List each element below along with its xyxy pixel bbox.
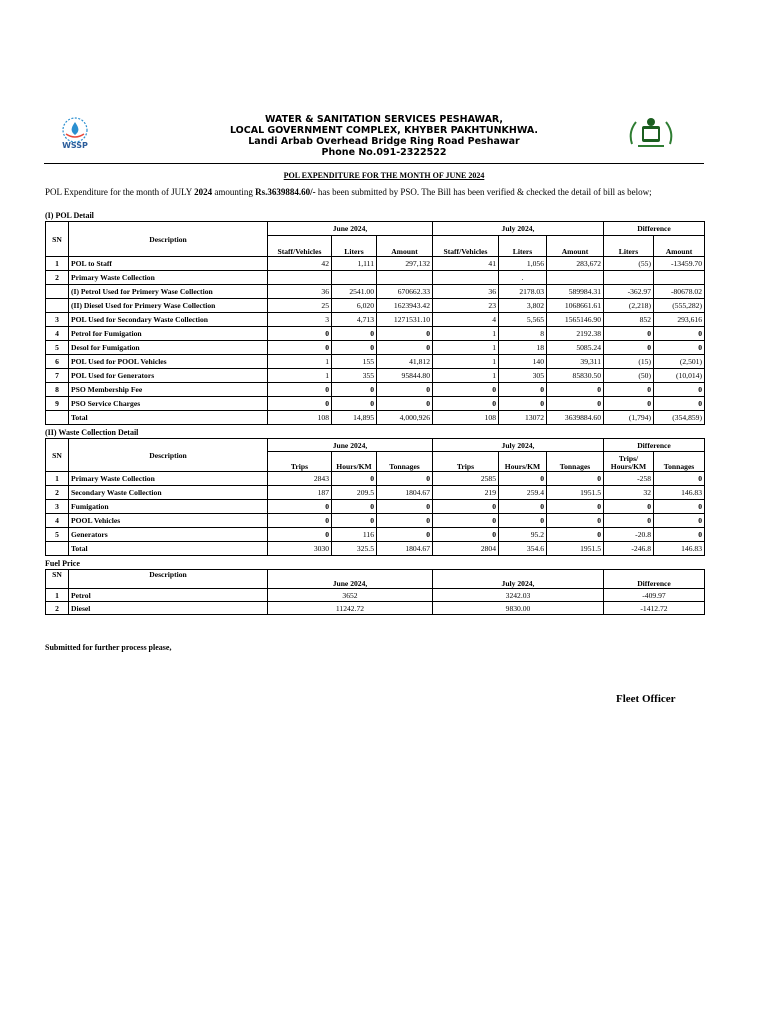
waste-collection-table — [45, 438, 705, 556]
row-value: -13459.70 — [654, 257, 705, 271]
fuel-section-label: Fuel Price — [45, 559, 80, 568]
col-difference: Difference — [604, 570, 705, 589]
table-row — [46, 383, 705, 397]
row-description: Petrol — [69, 589, 268, 602]
row-value: 0 — [332, 397, 377, 411]
row-sn: 1 — [46, 472, 69, 486]
row-sn — [46, 411, 69, 425]
row-sn — [46, 285, 69, 299]
row-value: (10,014) — [654, 369, 705, 383]
col-june: June 2024, — [268, 222, 433, 236]
row-value: 1951.5 — [547, 542, 604, 556]
row-value: 0 — [654, 341, 705, 355]
col-amount: Amount — [547, 236, 604, 257]
row-value — [268, 271, 332, 285]
table-row — [46, 602, 705, 615]
row-value: 23 — [433, 299, 499, 313]
table-row — [46, 528, 705, 542]
row-value: 589984.31 — [547, 285, 604, 299]
row-value: 0 — [499, 500, 547, 514]
row-description: Fumigation — [69, 500, 268, 514]
row-value: 0 — [377, 500, 433, 514]
row-value: 209.5 — [332, 486, 377, 500]
col-june: June 2024, — [268, 439, 433, 452]
row-sn: 3 — [46, 313, 69, 327]
intro-paragraph — [45, 187, 705, 197]
row-value: 0 — [604, 397, 654, 411]
table-row — [46, 411, 705, 425]
row-value: 0 — [332, 472, 377, 486]
row-value: 108 — [268, 411, 332, 425]
col-june: June 2024, — [268, 570, 433, 589]
row-value: 0 — [268, 383, 332, 397]
col-july: July 2024, — [433, 222, 604, 236]
row-value: 1623943.42 — [377, 299, 433, 313]
row-value: 4,000,926 — [377, 411, 433, 425]
row-value: (1,794) — [604, 411, 654, 425]
row-value: 0 — [654, 383, 705, 397]
row-value: 41,812 — [377, 355, 433, 369]
row-value: 0 — [377, 327, 433, 341]
row-value: 1951.5 — [547, 486, 604, 500]
table-row — [46, 285, 705, 299]
row-value: 0 — [332, 327, 377, 341]
row-value — [377, 271, 433, 285]
row-value: 1 — [433, 341, 499, 355]
col-sn: SN — [46, 570, 69, 589]
row-value: 2843 — [268, 472, 332, 486]
row-description: POL to Staff — [69, 257, 268, 271]
row-value: (50) — [604, 369, 654, 383]
row-value: 1 — [433, 327, 499, 341]
row-value: 146.83 — [654, 486, 705, 500]
row-value: 187 — [268, 486, 332, 500]
row-value: 0 — [547, 397, 604, 411]
row-description: (I) Petrol Used for Primery Wase Collection — [69, 285, 268, 299]
row-value: -1412.72 — [604, 602, 705, 615]
row-value: 5085.24 — [547, 341, 604, 355]
row-value: 0 — [332, 341, 377, 355]
col-description: Description — [69, 570, 268, 589]
row-value: . — [499, 271, 547, 285]
row-value: 2541.00 — [332, 285, 377, 299]
logo-text: WSSP — [62, 141, 88, 150]
row-value: 355 — [332, 369, 377, 383]
row-value: 2192.38 — [547, 327, 604, 341]
row-value — [604, 271, 654, 285]
row-value: (2,501) — [654, 355, 705, 369]
table-row — [46, 369, 705, 383]
row-value: 3652 — [268, 589, 433, 602]
row-value: 0 — [604, 327, 654, 341]
row-value: 5,565 — [499, 313, 547, 327]
row-value: 18 — [499, 341, 547, 355]
table-row — [46, 299, 705, 313]
row-value: 11242.72 — [268, 602, 433, 615]
row-value: 0 — [332, 383, 377, 397]
row-sn: 2 — [46, 602, 69, 615]
row-value: 155 — [332, 355, 377, 369]
row-value: 39,311 — [547, 355, 604, 369]
row-value — [654, 271, 705, 285]
row-value: 3,802 — [499, 299, 547, 313]
row-value: 0 — [604, 383, 654, 397]
col-liters: Liters — [332, 236, 377, 257]
row-value: 0 — [377, 472, 433, 486]
row-value: 0 — [377, 528, 433, 542]
row-value: 670662.33 — [377, 285, 433, 299]
org-name: WATER & SANITATION SERVICES PESHAWAR, — [264, 114, 504, 125]
table-row — [46, 327, 705, 341]
intro-part1: POL Expenditure for the month of JULY — [45, 187, 195, 197]
row-value: -362.97 — [604, 285, 654, 299]
table-row — [46, 397, 705, 411]
row-value: (354,859) — [654, 411, 705, 425]
row-value: 0 — [377, 514, 433, 528]
row-value: 6,020 — [332, 299, 377, 313]
row-sn: 3 — [46, 500, 69, 514]
col-amount: Amount — [654, 236, 705, 257]
row-value: 1,111 — [332, 257, 377, 271]
row-value: 0 — [547, 528, 604, 542]
row-sn: 2 — [46, 486, 69, 500]
letterhead — [0, 114, 768, 158]
row-value: 0 — [547, 383, 604, 397]
table-row — [46, 589, 705, 602]
row-value: 0 — [499, 514, 547, 528]
row-description: PSO Membership Fee — [69, 383, 268, 397]
row-value: 0 — [433, 528, 499, 542]
row-value: 3 — [268, 313, 332, 327]
row-description: POL Used for Generators — [69, 369, 268, 383]
row-value: 0 — [547, 514, 604, 528]
row-value: -409.97 — [604, 589, 705, 602]
row-value: 42 — [268, 257, 332, 271]
row-value: 36 — [433, 285, 499, 299]
row-value: 0 — [433, 383, 499, 397]
waste-section-label: (II) Waste Collection Detail — [45, 428, 139, 437]
row-value: 297,132 — [377, 257, 433, 271]
header-divider — [44, 163, 704, 164]
row-sn — [46, 542, 69, 556]
row-value: 32 — [604, 486, 654, 500]
row-value: 283,672 — [547, 257, 604, 271]
row-value: 0 — [499, 383, 547, 397]
table-row — [46, 313, 705, 327]
row-value: 0 — [654, 472, 705, 486]
row-value: 0 — [654, 528, 705, 542]
row-description: Generators — [69, 528, 268, 542]
row-value: 0 — [547, 500, 604, 514]
row-value: 85830.50 — [547, 369, 604, 383]
col-description: Description — [69, 222, 268, 257]
col-trips-hours: Trips/ Hours/KM — [604, 452, 654, 472]
row-value: 0 — [433, 500, 499, 514]
row-value: 2178.03 — [499, 285, 547, 299]
row-value: 36 — [268, 285, 332, 299]
col-difference: Difference — [604, 439, 705, 452]
table-row — [46, 472, 705, 486]
row-value: 140 — [499, 355, 547, 369]
intro-year: 2024 — [194, 187, 213, 197]
col-staff: Staff/Vehicles — [268, 236, 332, 257]
row-value: (15) — [604, 355, 654, 369]
row-value: 0 — [332, 500, 377, 514]
row-value — [433, 271, 499, 285]
address: Landi Arbab Overhead Bridge Ring Road Peshawar — [248, 136, 520, 147]
intro-part3: has been submitted by PSO. The Bill has been verified & checked the detail of bill as below; — [315, 187, 652, 197]
row-value: 3639884.60 — [547, 411, 604, 425]
row-description: Diesel — [69, 602, 268, 615]
page-title: POL EXPENDITURE FOR THE MONTH OF JUNE 2024 — [283, 171, 485, 180]
row-description: Desol for Fumigation — [69, 341, 268, 355]
row-description: Total — [69, 542, 268, 556]
row-value: 0 — [377, 341, 433, 355]
col-staff: Staff/Vehicles — [433, 236, 499, 257]
row-value: 0 — [433, 514, 499, 528]
row-value: 0 — [268, 397, 332, 411]
table-row — [46, 514, 705, 528]
row-value: -80678.02 — [654, 285, 705, 299]
row-value: 0 — [268, 341, 332, 355]
row-value: 95844.80 — [377, 369, 433, 383]
fuel-price-table — [45, 569, 705, 615]
complex-name: LOCAL GOVERNMENT COMPLEX, KHYBER PAKHTUNKHWA. — [229, 125, 539, 136]
row-value: 0 — [654, 327, 705, 341]
row-description: POOL Vehicles — [69, 514, 268, 528]
row-value: 3242.03 — [433, 589, 604, 602]
row-description: Petrol for Fumigation — [69, 327, 268, 341]
row-value: 0 — [604, 514, 654, 528]
col-difference: Difference — [604, 222, 705, 236]
table-row — [46, 257, 705, 271]
row-value: 1 — [268, 369, 332, 383]
row-value: 0 — [332, 514, 377, 528]
phone: Phone No.091-2322522 — [321, 147, 447, 158]
row-value: 305 — [499, 369, 547, 383]
row-value: 0 — [268, 514, 332, 528]
row-description: POL Used for POOL Vehicles — [69, 355, 268, 369]
row-value: (55) — [604, 257, 654, 271]
col-description: Description — [69, 439, 268, 472]
row-value: 325.5 — [332, 542, 377, 556]
row-value: 0 — [654, 397, 705, 411]
col-amount: Amount — [377, 236, 433, 257]
col-tonnages: Tonnages — [654, 452, 705, 472]
row-value: 1,056 — [499, 257, 547, 271]
col-tonnages: Tonnages — [377, 452, 433, 472]
row-description: (II) Diesel Used for Primery Wase Collection — [69, 299, 268, 313]
row-value: 354.6 — [499, 542, 547, 556]
row-value: 4,713 — [332, 313, 377, 327]
row-value: 146.83 — [654, 542, 705, 556]
row-value — [547, 271, 604, 285]
row-value: 0 — [377, 383, 433, 397]
row-value: 1 — [433, 355, 499, 369]
row-sn: 1 — [46, 257, 69, 271]
row-value: (2,218) — [604, 299, 654, 313]
row-value: -246.8 — [604, 542, 654, 556]
col-hours: Hours/KM — [499, 452, 547, 472]
row-value: 0 — [654, 514, 705, 528]
row-value: 1804.67 — [377, 486, 433, 500]
table-row — [46, 355, 705, 369]
row-value: 116 — [332, 528, 377, 542]
row-value: 852 — [604, 313, 654, 327]
table-row — [46, 271, 705, 285]
row-sn — [46, 299, 69, 313]
row-value: 0 — [604, 500, 654, 514]
row-sn: 6 — [46, 355, 69, 369]
row-value: 2585 — [433, 472, 499, 486]
row-value: 1068661.61 — [547, 299, 604, 313]
row-value: -258 — [604, 472, 654, 486]
row-value: 0 — [268, 327, 332, 341]
col-liters: Liters — [499, 236, 547, 257]
intro-part2: amounting — [212, 187, 256, 197]
row-value: 25 — [268, 299, 332, 313]
row-value: 0 — [499, 472, 547, 486]
col-trips: Trips — [268, 452, 332, 472]
row-value: 0 — [547, 472, 604, 486]
table-row — [46, 500, 705, 514]
row-value: 3030 — [268, 542, 332, 556]
row-value: 95.2 — [499, 528, 547, 542]
col-sn: SN — [46, 222, 69, 257]
row-value: 9830.00 — [433, 602, 604, 615]
col-trips: Trips — [433, 452, 499, 472]
row-value — [332, 271, 377, 285]
table-row — [46, 341, 705, 355]
row-description: PSO Service Charges — [69, 397, 268, 411]
col-july: July 2024, — [433, 570, 604, 589]
row-sn: 4 — [46, 327, 69, 341]
col-tonnages: Tonnages — [547, 452, 604, 472]
row-sn: 7 — [46, 369, 69, 383]
row-value: 1271531.10 — [377, 313, 433, 327]
row-value: 0 — [654, 500, 705, 514]
table-row — [46, 542, 705, 556]
row-value: 41 — [433, 257, 499, 271]
row-description: Primary Waste Collection — [69, 271, 268, 285]
row-sn: 5 — [46, 528, 69, 542]
row-description: Primary Waste Collection — [69, 472, 268, 486]
row-value: 0 — [377, 397, 433, 411]
row-value: 0 — [268, 528, 332, 542]
col-hours: Hours/KM — [332, 452, 377, 472]
row-value: 0 — [499, 397, 547, 411]
row-value: 219 — [433, 486, 499, 500]
row-sn: 2 — [46, 271, 69, 285]
row-value: 0 — [433, 397, 499, 411]
row-value: 1 — [268, 355, 332, 369]
row-value: 293,616 — [654, 313, 705, 327]
row-value: 1804.67 — [377, 542, 433, 556]
row-value: 0 — [604, 341, 654, 355]
row-value: (555,282) — [654, 299, 705, 313]
row-value: 0 — [268, 500, 332, 514]
row-description: Total — [69, 411, 268, 425]
submitted-note: Submitted for further process please, — [45, 643, 172, 652]
row-description: POL Used for Secondary Waste Collection — [69, 313, 268, 327]
row-value: 1 — [433, 369, 499, 383]
row-value: 2804 — [433, 542, 499, 556]
row-value: 4 — [433, 313, 499, 327]
signature-fleet-officer: Fleet Officer — [616, 693, 676, 705]
row-value: 14,895 — [332, 411, 377, 425]
intro-amount: Rs.3639884.60/- — [255, 187, 316, 197]
col-sn: SN — [46, 439, 69, 472]
row-value: 1565146.90 — [547, 313, 604, 327]
row-sn: 5 — [46, 341, 69, 355]
table-row — [46, 486, 705, 500]
col-liters: Liters — [604, 236, 654, 257]
row-value: 13072 — [499, 411, 547, 425]
pol-section-label: (I) POL Detail — [45, 211, 94, 220]
row-value: 259.4 — [499, 486, 547, 500]
row-sn: 1 — [46, 589, 69, 602]
row-sn: 8 — [46, 383, 69, 397]
col-july: July 2024, — [433, 439, 604, 452]
row-value: -20.8 — [604, 528, 654, 542]
row-description: Secondary Waste Collection — [69, 486, 268, 500]
row-value: 108 — [433, 411, 499, 425]
pol-detail-table — [45, 221, 705, 425]
row-sn: 4 — [46, 514, 69, 528]
row-value: 8 — [499, 327, 547, 341]
row-sn: 9 — [46, 397, 69, 411]
